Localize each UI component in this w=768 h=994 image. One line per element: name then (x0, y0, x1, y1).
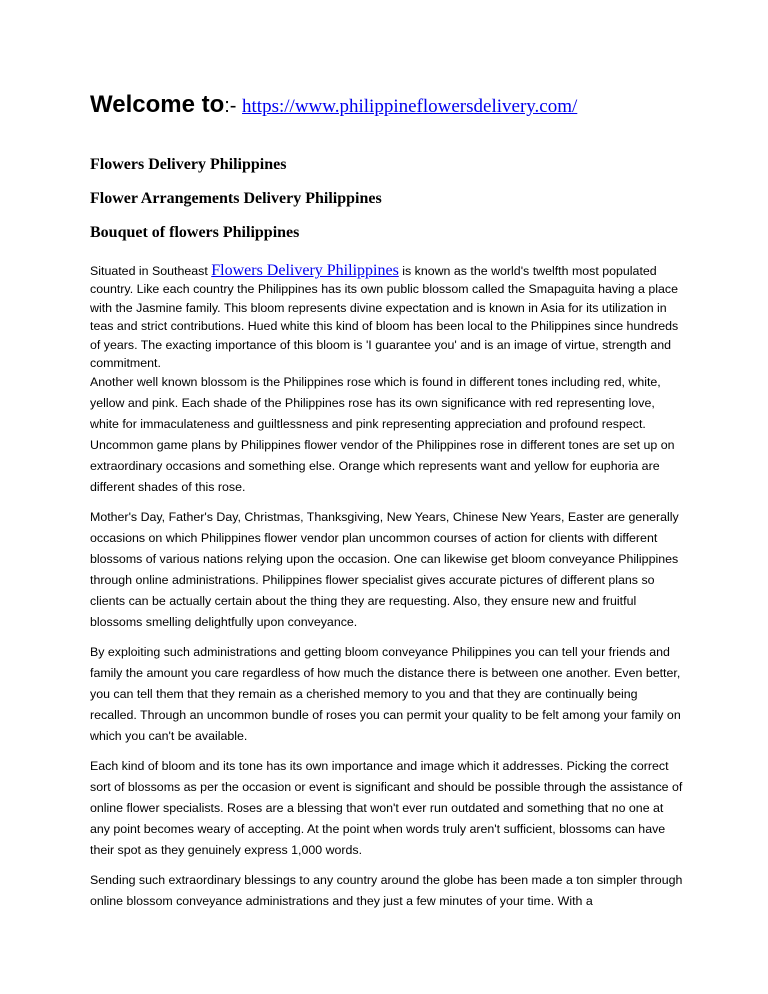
welcome-separator: :- (224, 95, 243, 117)
website-link[interactable]: https://www.philippineflowersdelivery.com/ (242, 96, 578, 117)
paragraph-intro (90, 262, 686, 372)
heading-bouquet: Bouquet of flowers Philippines (90, 224, 300, 241)
paragraph-bloom-meaning: Each kind of bloom and its tone has its own importance and image which it addresses. Picking the correct sort of blossoms as per the occasion or event is significant and should be possible through the assistance of online flower specialists. Roses are a blessing that won't ever run outdated and something that no one at any point becomes weary of accepting. At the point when words truly aren't sufficient, blossoms can have their spot as they genuinely express 1,000 words. (90, 759, 683, 858)
paragraph-occasions: Mother's Day, Father's Day, Christmas, Thanksgiving, New Years, Chinese New Years, Easter are generally occasions on which Philippines flower vendor plan uncommon courses of action for clients with different blossoms of various nations relying upon the occasion. One can likewise get bloom conveyance Philippines through online administrations. Philippines flower specialist gives accurate pictures of different plans so clients can be actually certain about the thing they are requesting. Also, they ensure new and fruitful blossoms smelling delightfully upon conveyance. (90, 510, 679, 630)
welcome-title: Welcome to (90, 91, 225, 118)
paragraph-intro-text: is known as the world's twelfth most populated country. Like each country the Philippines has its own public blossom called the Smapaguita having a place with the Jasmine family. This bloom represents divine expectation and is known in Asia for its utilization in teas and strict contributions. Hued white this kind of bloom has been local to the Philippines since hundreds of years. The exacting importance of this bloom is 'I guarantee you' and is an image of virtue, strength and commitment. (90, 264, 679, 371)
welcome-line (90, 88, 686, 125)
flowers-delivery-link[interactable]: Flowers Delivery Philippines (211, 262, 399, 279)
heading-flowers-delivery: Flowers Delivery Philippines (90, 156, 287, 173)
paragraph-intro-prefix: Situated in Southeast (90, 264, 212, 278)
heading-flower-arrangements: Flower Arrangements Delivery Philippines (90, 190, 382, 207)
paragraph-philippines-rose: Another well known blossom is the Philippines rose which is found in different tones including red, white, yellow and pink. Each shade of the Philippines rose has its own significance with red representing love, white for immaculateness and guiltlessness and pink representing appreciation and profound respect. Uncommon game plans by Philippines flower vendor of the Philippines rose in different tones are set up on extraordinary occasions and something else. Orange which represents want and yellow for euphoria are different shades of this rose. (90, 375, 675, 495)
document-page (90, 88, 686, 921)
paragraph-delivery-benefits: By exploiting such administrations and getting bloom conveyance Philippines you can tell your friends and family the amount you care regardless of how much the distance there is between one another. Even better, you can tell them that they remain as a cherished memory to you and that they are continually being recalled. Through an uncommon bundle of roses you can permit your quality to be felt among your family on which you can't be available. (90, 645, 681, 744)
paragraph-sending-blessings: Sending such extraordinary blessings to any country around the globe has been made a ton simpler through online blossom conveyance administrations and they just a few minutes of your time. With a (90, 873, 683, 909)
